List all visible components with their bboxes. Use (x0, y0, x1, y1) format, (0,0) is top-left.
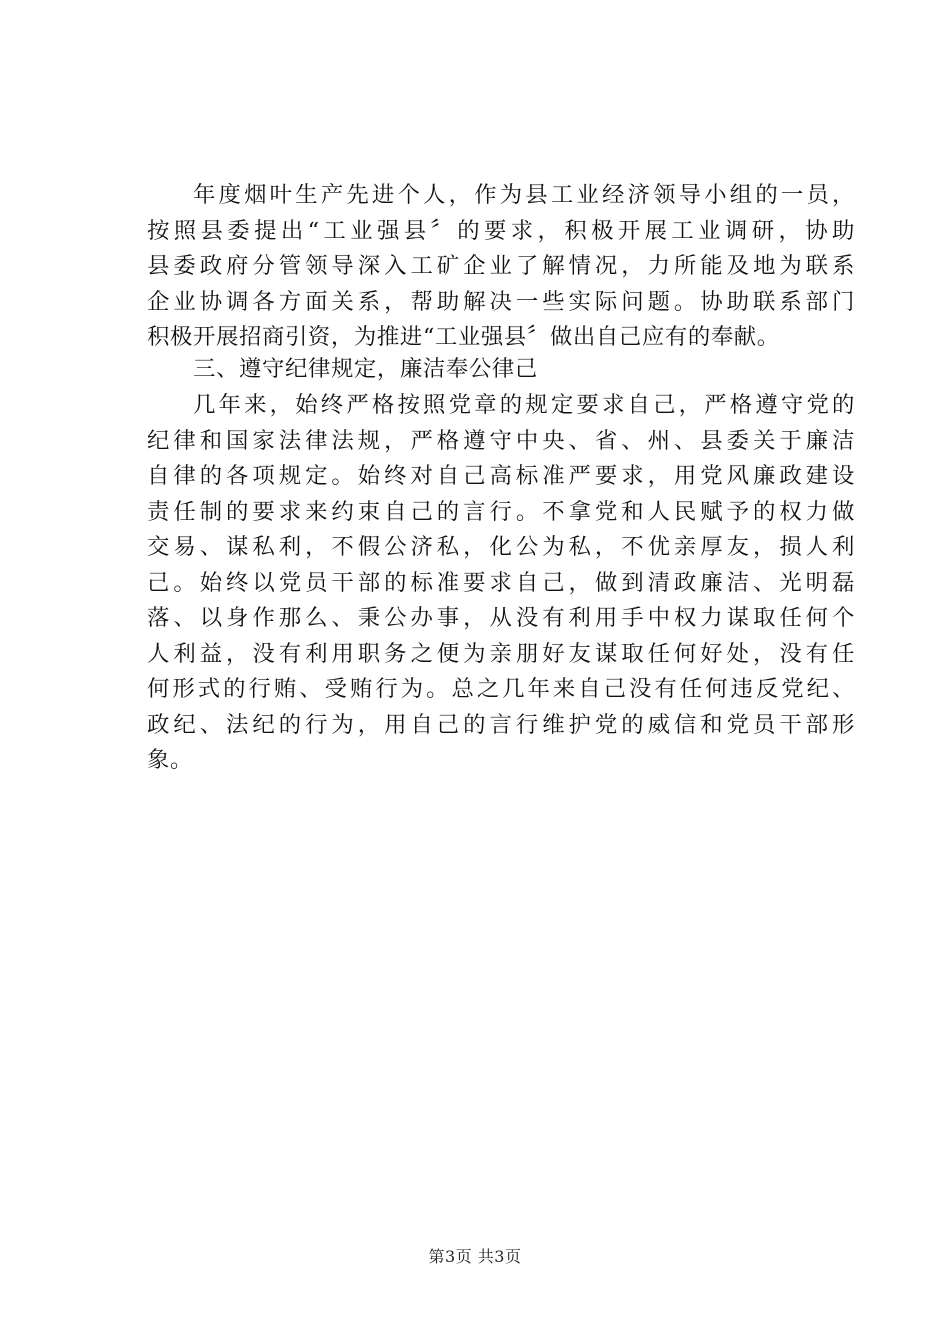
text-line: 几年来，始终严格按照党章的规定要求自己，严格遵守党的 (193, 392, 855, 418)
text-line: 何形式的行贿、受贿行为。总之几年来自己没有任何违反党纪、 (147, 676, 855, 702)
text-line: 按照县委提出“工业强县〞的要求，积极开展工业调研，协助 (147, 217, 855, 244)
text-line: 企业协调各方面关系，帮助解决一些实际问题。协助联系部门 (147, 288, 855, 315)
text-line: 积极开展招商引资，为推进“工业强县〞做出自己应有的奉献。 (147, 324, 780, 350)
text-line: 责任制的要求来约束自己的言行。不拿党和人民赋予的权力做 (147, 498, 855, 525)
paragraph-discipline (147, 388, 855, 779)
text-line: 己。始终以党员干部的标准要求自己，做到清政廉洁、光明磊 (147, 569, 855, 596)
page-number-label: 第3页 共3页 (428, 1247, 522, 1266)
page-footer (0, 1244, 950, 1267)
paragraph-industry-work (147, 178, 855, 356)
text-line: 交易、谋私利，不假公济私，化公为私，不优亲厚友，损人利 (147, 534, 855, 560)
text-line: 政纪、法纪的行为，用自己的言行维护党的威信和党员干部形 (147, 711, 855, 738)
text-line: 纪律和国家法律法规，严格遵守中央、省、州、县委关于廉洁 (147, 427, 855, 454)
text-line: 县委政府分管领导深入工矿企业了解情况，力所能及地为联系 (147, 253, 855, 279)
text-line: 年度烟叶生产先进个人，作为县工业经济领导小组的一员， (193, 182, 855, 208)
text-line: 自律的各项规定。始终对自己高标准严要求，用党风廉政建设 (147, 463, 855, 489)
text-line: 人利益，没有利用职务之便为亲朋好友谋取任何好处，没有任 (147, 640, 855, 667)
text-line: 落、以身作那么、秉公办事，从没有利用手中权力谋取任何个 (147, 605, 855, 631)
section-heading-text: 三、遵守纪律规定，廉洁奉公律己 (193, 356, 538, 382)
text-line: 象。 (147, 747, 193, 773)
section-heading (147, 352, 855, 388)
